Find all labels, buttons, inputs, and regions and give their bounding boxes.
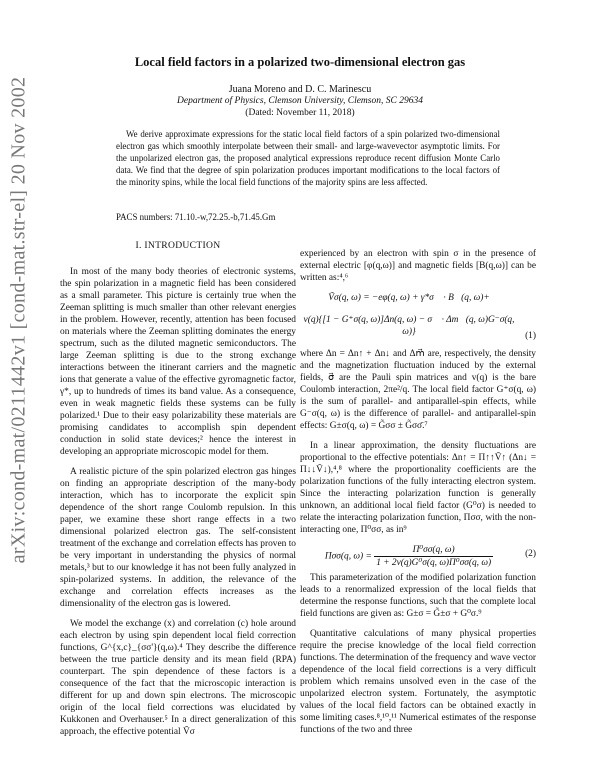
paper-title: Local field factors in a polarized two-dimensional electron gas	[134, 55, 466, 69]
equation-2-body	[300, 544, 518, 569]
equation-number: (2)	[525, 549, 536, 559]
paragraph: Quantitative calculations of many physical properties require the precise knowledge of the local field correction functions. The determination of the frequency and wave vector dependence of the local field corrections is a very difficult problem which remains unsolved even in the case of the unpolarized electron system. Fortunately, the asymptotic values of the local field factors can be obtained exactly in some limiting cases.⁸,¹⁰,¹¹ Numerical estimates of the response functions of the two and three	[300, 629, 536, 735]
paragraph: where Δn = Δn↑ + Δn↓ and Δm⃗ are, respectively, the density and the magnetization fluctuation induced by the external fields, σ⃗ are the Pauli spin matrices and v(q) is the bare Coulomb interaction, 2πe²/q. The local field factor G⁺σ(q, ω) is the sum of parallel- and antiparallel-spin effects, while G⁻σ(q, ω) is the difference of parallel- and antiparallel-spin effects: G±σ(q, ω) = G̃σσ ± G̃σσ̄.⁷	[300, 349, 536, 431]
arxiv-sidebar	[2, 40, 36, 600]
paper-date: (Dated: November 11, 2018)	[245, 108, 355, 118]
paragraph: In most of the many body theories of electronic systems, the spin polarization in a magnetic field has been considered as a small parameter. This picture is certainly true when the Zeeman splitting is much smaller than other relevant energies in the problem. However, recently, attention has been focused on materials where the Zeeman splitting dominates the energy spectrum, such as the diluted magnetic semiconductors. The large Zeeman splitting is due to the strong exchange interactions between the itinerant carriers and the magnetic ions that generate a value of the effective gyromagnetic factor, γ*, up to hundreds of times its band value. As a consequence, even in weak magnetic fields these systems can be fully polarized.¹ Due to their easy polarizability these materials are promising candidates to accomplish spin dependent conduction in solid state devices;² hence the interest in developing an appropriate microscopic model for them.	[60, 267, 296, 457]
arxiv-identifier: arXiv:cond-mat/0211442v1 [cond-mat.str-el] 20 Nov 2002	[7, 76, 30, 564]
equation-number: (1)	[525, 331, 536, 341]
equation-1-line-2	[300, 314, 536, 337]
paragraph: We model the exchange (x) and correlation (c) hole around each electron by using spin dependent local field correction functions, G^{x,c}_{σσ'}(q,ω).⁴ They describe the difference between the true particle density and its mean field (RPA) counterpart. The spin dependence of these factors is a consequence of the fact that the microscopic interaction is different for up and down spin electrons. The microscopic origin of the local field corrections was elucidated by Kukkonen and Overhauser.⁵ In a direct generalization of this approach, the effective potential Ṽσ	[60, 619, 296, 737]
equation-lhs: Πσσ(q, ω) =	[324, 551, 372, 562]
paragraph: experienced by an electron with spin σ in the presence of external electric [φ(q,ω)] and magnetic fields [B(q,ω)] can be written as:⁴,⁶	[300, 249, 536, 283]
paper-authors: Juana Moreno and D. C. Marinescu	[228, 84, 372, 95]
abstract: We derive approximate expressions for the static local field factors of a spin polarized two-dimensional electron gas which smoothly interpolate between their small- and large-wavevector asymptotic limits. For the unpolarized electron gas, the proposed analytical expressions reproduce recent diffusion Monte Carlo data. We find that the degree of spin polarization produces important modifications to the local factors of the minority spins, while the local field functions of the majority spins are less affected.	[116, 129, 500, 187]
equation-text: Ṽσ(q, ω) = −eφ(q, ω) + γ*σ⃗ · B⃗(q, ω)+	[328, 293, 490, 303]
paragraph: In a linear approximation, the density fluctuations are proportional to the effective potentials: Δn↑ = Π↑↑Ṽ↑ (Δn↓ = Π↓↓Ṽ↓),⁴,⁸ where the proportionality coefficients are the polarization functions of the fully interacting electron system. Since the interacting polarization function is generally unknown, an additional local field factor (G⁰σ) is needed to relate the interacting polarization function, Πσσ, with the non-interacting one, Π⁰σσ, as in⁹	[300, 441, 536, 535]
paragraph: This parameterization of the modified polarization function leads to a renormalized expression of the local fields that determine the response functions, such that the complete local field functions are given as: G±σ = G̃±σ + G⁰σ.⁹	[300, 573, 536, 619]
fraction-numerator: Π⁰σσ(q, ω)	[374, 544, 493, 557]
fraction	[374, 544, 493, 569]
pacs-numbers: PACS numbers: 71.10.-w,72.25.-b,71.45.Gm	[116, 212, 276, 222]
fraction-denominator: 1 + 2v(q)G⁰σ(q, ω)Π⁰σσ(q, ω)	[376, 558, 492, 568]
paper-affiliation: Department of Physics, Clemson University, Clemson, SC 29634	[177, 96, 423, 106]
equation-2	[300, 544, 536, 568]
paragraph: A realistic picture of the spin polarized electron gas hinges on finding an appropriate description of the many-body interaction, which has to incorporate the explicit spin dependence of the short range Coulomb repulsion. In this paper, we examine these short range effects in a two dimensional polarized electron gas. The self-consistent treatment of the exchange and correlation effects has proven to be very important in understanding the physics of normal metals,³ but to our knowledge it has not been fully analyzed in spin-polarized systems. In addition, the relevance of the exchange and correlation effects increases as the dimensionality of the electron gas is lowered.	[60, 467, 296, 609]
left-column	[60, 240, 296, 746]
equation-1-number-row	[300, 330, 536, 340]
equation-1-line-1	[300, 292, 536, 306]
equation-text: v(q){[1 − G⁺σ(q, ω)]Δn(q, ω) − σ⃗ · Δm⃗(q, ω)G⁻σ(q, ω)}	[303, 315, 515, 337]
section-heading: I. INTRODUCTION	[135, 240, 221, 251]
right-column	[300, 248, 536, 744]
